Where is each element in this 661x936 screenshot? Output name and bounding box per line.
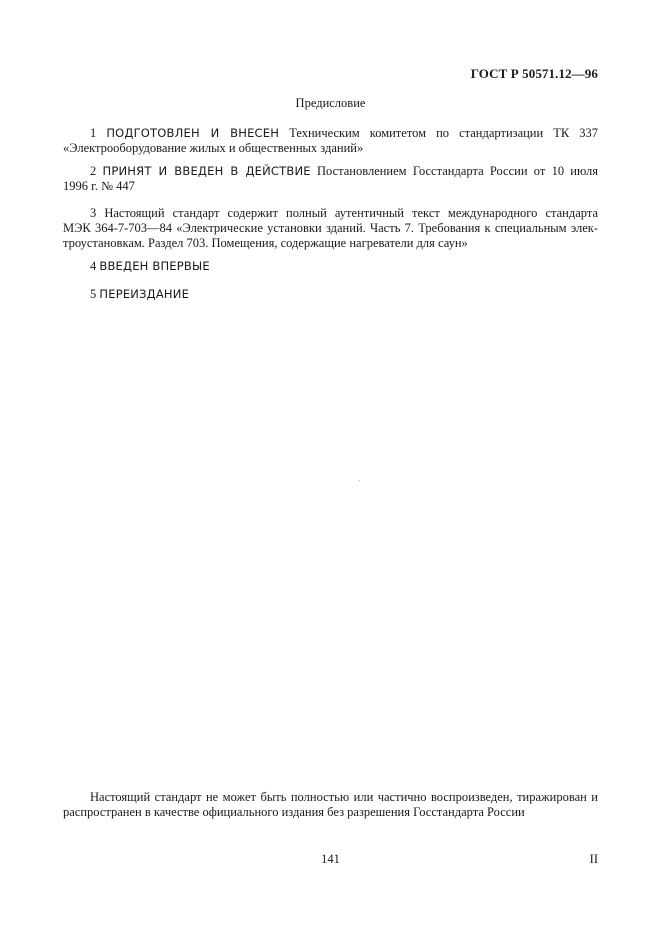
item-caps-label: ПРИНЯТ И ВВЕДЕН В ДЕЙСТВИЕ	[102, 164, 311, 178]
preface-item-5-line-1	[63, 287, 598, 302]
page-number: 141	[321, 852, 340, 866]
item-text: Техническим комитетом по стандартизации ТК 337	[289, 126, 599, 140]
preface-item-3-line-1	[63, 206, 598, 221]
preface-heading: Предисловие	[295, 96, 366, 110]
preface-item-3-line-3: троустановкам. Раздел 703. Помещения, содержащие нагреватели для саун»	[63, 236, 468, 250]
preface-item-4-line-1	[63, 259, 598, 274]
copyright-notice-line-1: Настоящий стандарт не может быть полностью или частично воспроизведен, тиражирован и	[90, 790, 598, 804]
item-text: Постановлением Госстандарта России от 10 июля	[316, 164, 599, 178]
item-caps-label: ПОДГОТОВЛЕН И ВНЕСЕН	[106, 126, 280, 140]
preface-item-3	[63, 206, 598, 251]
preface-item-3-line-2: МЭК 364-7-703—84 «Электрические установки зданий. Часть 7. Требования к специальным элек-	[63, 221, 598, 235]
item-caps-label: ВВЕДЕН ВПЕРВЫЕ	[99, 259, 210, 273]
item-number: 4	[90, 259, 97, 273]
item-number: 5	[90, 287, 97, 301]
item-number: 3	[90, 206, 97, 220]
preface-item-4	[63, 259, 598, 274]
item-number: 1	[90, 126, 97, 140]
preface-item-2-line-1	[63, 164, 598, 179]
preface-item-1-line-1	[63, 126, 598, 141]
preface-item-5	[63, 287, 598, 302]
roman-page-number: II	[589, 852, 598, 866]
preface-item-1-line-2: «Электрооборудование жилых и общественных зданий»	[63, 141, 364, 155]
preface-item-2	[63, 164, 598, 194]
item-number: 2	[90, 164, 97, 178]
item-text: Настоящий стандарт содержит полный аутентичный текст международного стандарта	[104, 206, 599, 220]
scan-artifact-dot	[359, 480, 360, 481]
item-caps-label: ПЕРЕИЗДАНИЕ	[99, 287, 190, 301]
preface-item-2-line-2: 1996 г. № 447	[63, 179, 135, 193]
standard-code: ГОСТ Р 50571.12—96	[470, 66, 598, 81]
preface-item-1	[63, 126, 598, 156]
copyright-notice-line-2: распространен в качестве официального издания без разрешения Госстандарта России	[63, 805, 525, 819]
copyright-notice	[63, 790, 598, 820]
